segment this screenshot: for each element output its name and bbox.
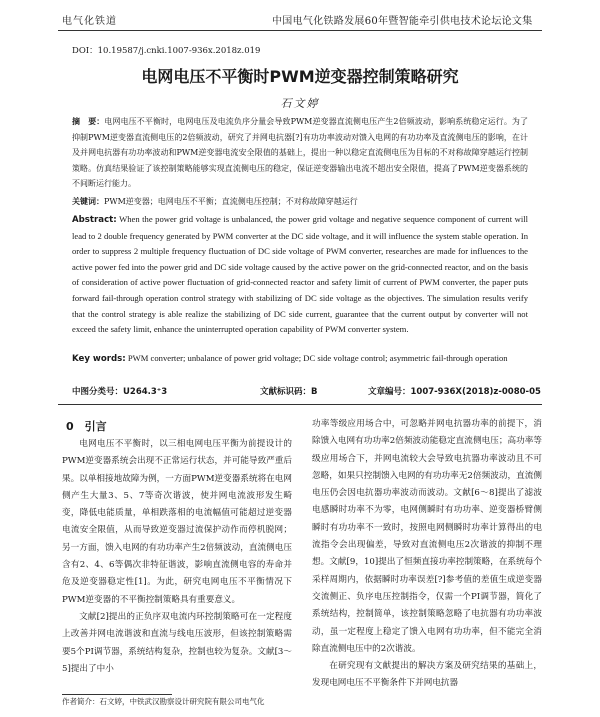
section-heading: 0 引言	[66, 420, 107, 433]
right-column	[312, 416, 542, 693]
keywords-en	[72, 351, 528, 368]
keywords-cn-label: 关键词：	[72, 197, 104, 206]
abstract-en	[72, 212, 528, 338]
classification-row	[72, 385, 541, 399]
article-number: 文章编号：1007-936X(2018)z-0080-05	[368, 387, 541, 397]
keywords-en-label: Key words:	[72, 354, 126, 364]
left-paragraph-2: 文献[2]提出的正负序双电流内环控制策略可在一定程度上改善并网电流谐波和直流与线电压波形，但该控制策略需要5个PI调节器，系统结构复杂，控制也较为复杂。文献[3～5]提出了中小	[62, 611, 292, 674]
abstract-cn-text: 电网电压不平衡时，电网电压及电流负序分量会导致PWM逆变器直流侧电压产生2倍频波动，影响系统稳定运行。为了抑制PWM逆变器直流侧电压的2倍频波动，研究了并网电抗器[?]有功功率波动对馈入电网的有功功率及直流侧电压的影响，在计及并网电抗器有功功率波动和PWM逆变器电流安全限值的基础上，提出一种以稳定直流侧电压为目标的不对称故障穿越运行控制策略。仿真结果验证了该控制策略能够实现直流侧电压的稳定，保证逆变器输出电流不超出安全限值，提高了PWM逆变器系统的不间断运行能力。	[72, 117, 529, 189]
abstract-en-text: When the power grid voltage is unbalanced, the power grid voltage and negative sequence component of current will lead to 2 double frequency generated by PWM converter at the DC side voltage, and it will influence the system stable operation. In order to suppress 2 multiple frequency fluctuation of DC side voltage of PWM converter, researches are made for influences to the active power fed into the power grid and DC side voltage caused by the active power on the grid-connected reactor, and on the basis of consideration of active power fluctuation of grid-connected reactor and safety limit of current of PWM converter, the paper puts forward fail-through operation control strategy with stabilizing of DC side voltage as the objectives. The simulation results verify that the control strategy is able realize the stabilizing of DC side current, guarantee that the current output by converter will not exceed the safety limit, enhance the uninterrupted operation capability of PWM converter system.	[72, 214, 528, 335]
author-footnote: 作者简介：石文婷，中铁武汉勘察设计研究院有限公司电气化	[62, 697, 265, 706]
journal-name: 电气化铁道	[62, 16, 117, 27]
abstract-cn	[72, 114, 528, 192]
abstract-en-label: Abstract:	[72, 215, 117, 225]
left-column	[62, 436, 292, 678]
right-paragraph-2: 在研究现有文献提出的解决方案及研究结果的基础上，发现电网电压不平衡条件下并网电抗器	[312, 661, 542, 689]
keywords-cn	[72, 194, 528, 210]
left-paragraph-1: 电网电压不平衡时，以三相电网电压平衡为前提设计的PWM逆变器系统会出现不正常运行状态，并可能导致严重后果。以单相接地故障为例，一方面PWM逆变器系统将在电网侧产生大量3、5、7等奇次谐波，使并网电流波形发生畸变，降低电能质量，单相跌落相的电流幅值可能超过逆变器电流安全限值，从而导致逆变器过流保护动作而停机脱网；另一方面，馈入电网的有功功率产生2倍频波动，直流侧电压含有2、4、6等偶次非特征谐波，影响直流侧电容的寿命并危及逆变器稳定性[1]。为此，研究电网电压不平衡情况下PWM逆变器的不平衡控制策略具有重要意义。	[62, 439, 292, 605]
clc-number: 中图分类号：U264.3⁺3	[72, 387, 168, 397]
footnote-rule	[62, 694, 172, 695]
header-rule	[58, 30, 542, 31]
right-paragraph-1: 功率等级应用场合中，可忽略并网电抗器功率的前提下，消除馈入电网有功功率2倍频波动能稳定直流侧电压；高功率等级应用场合下，并网电流较大会导致电抗器功率波动且不可忽略，如果只控制馈入电网的有功功率无2倍频波动，直流侧电压仍会因电抗器功率波动而波动。文献[6～8]提出了滤波电感瞬时功率不为零，电网侧瞬时有功功率、逆变器桥臂侧瞬时有功功率不一致时，按照电网侧瞬时功率计算得出的电流指令会出现偏差，导致对直流侧电压2次谐波的抑制不理想。文献[9，10]提出了恒频直接功率控制策略，在系统每个采样周期内，依据瞬时功率误差[?]参考值的差值生成逆变器交流侧正、负序电压控制指令，仅需一个PI调节器，简化了系统结构，控制简单，该控制策略忽略了电抗器有功功率波动，虽一定程度上稳定了馈入电网有功功率，但不能完全消除直流侧电压中的2次谐波。	[312, 419, 542, 654]
keywords-en-text: PWM converter; unbalance of power grid voltage; DC side voltage control; asymmetric fail-through operation	[127, 353, 508, 363]
abstract-cn-label: 摘 要：	[72, 117, 105, 126]
author: 石文婷	[280, 97, 320, 110]
meta-rule	[58, 404, 542, 405]
keywords-cn-text: PWM逆变器；电网电压不平衡；直流侧电压控制；不对称故障穿越运行	[104, 197, 358, 206]
series-title: 中国电气化铁路发展60年暨智能牵引供电技术论坛论文集	[272, 16, 533, 27]
paper-title: 电网电压不平衡时PWM逆变器控制策略研究	[141, 67, 459, 86]
document-code: 文献标识码：B	[260, 387, 318, 397]
doi: DOI：10.19587/j.cnki.1007-936x.2018z.019	[72, 46, 261, 56]
